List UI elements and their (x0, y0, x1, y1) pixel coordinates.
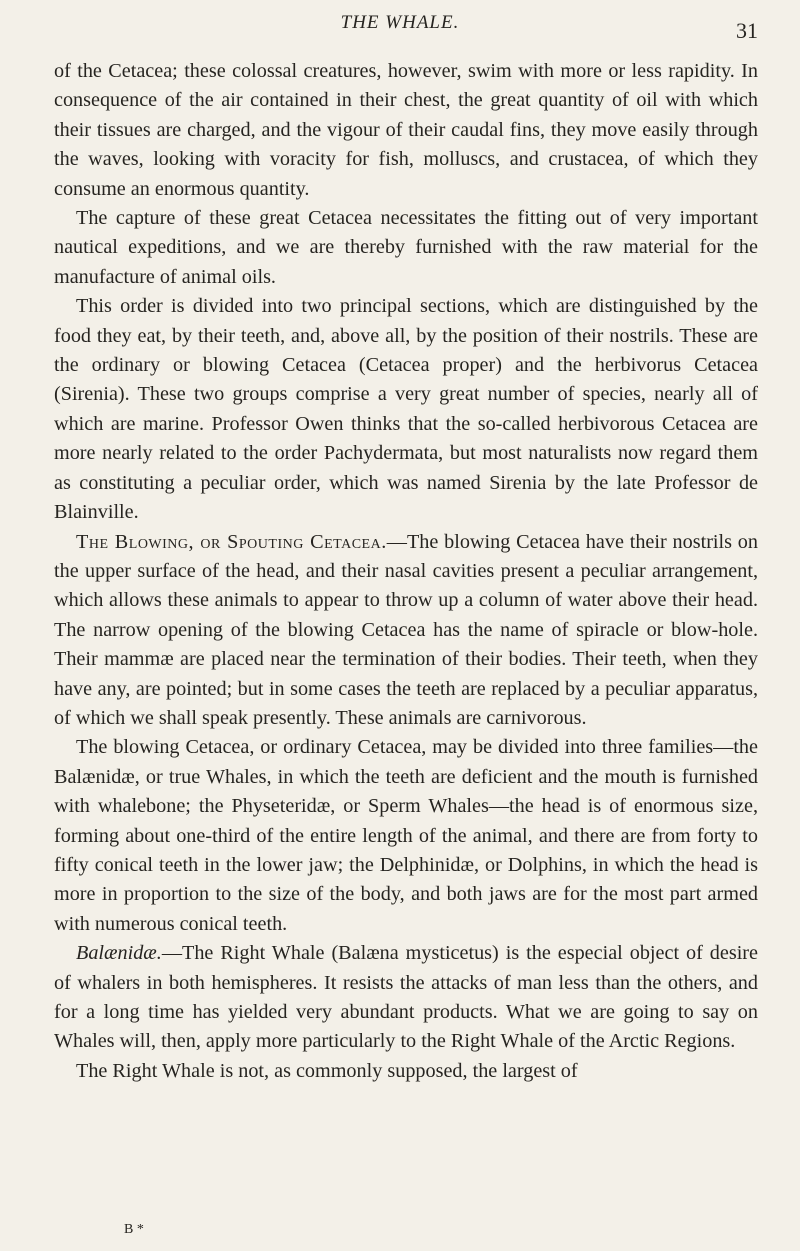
paragraph-1 (54, 57, 758, 204)
paragraph-2 (54, 204, 758, 292)
signature-mark: B * (124, 1222, 144, 1237)
paragraph-text: —The Right Whale (Balæna mysticetus) is the especial object of desire of whalers in both hemispheres. It resists the attacks of man less than the others, and for a long time has yielded very abundant products. What we are going to say on Whales will, then, apply more particularly to the Right Whale of the Arctic Regions. (54, 942, 758, 1053)
section-heading: Balænidæ. (76, 942, 162, 965)
paragraph-text: The Right Whale is not, as commonly supposed, the largest of (76, 1059, 578, 1082)
section-heading: The Blowing, or Spouting Cetacea. (76, 530, 387, 553)
paragraph-6 (54, 939, 758, 1057)
running-title: THE WHALE. (340, 12, 460, 33)
paragraph-text: of the Cetacea; these colossal creatures, however, swim with more or less rapidity. In consequence of the air contained in their chest, the great quantity of oil with which their tissues are charged, and the vigour of their caudal fins, they move easily through the waves, looking with voracity for fish, molluscs, and crustacea, of which they consume an enormous quantity. (54, 60, 758, 200)
paragraph-4 (54, 528, 758, 734)
running-head (0, 8, 800, 42)
paragraph-7 (54, 1057, 758, 1086)
body-text (54, 57, 758, 1086)
paragraph-text: This order is divided into two principal sections, which are distinguished by the food they eat, by their teeth, and, above all, by the position of their nostrils. These are the ordinary or blowing Cetacea (Cetacea proper) and the herbivorus Cetacea (Sirenia). These two groups comprise a very great number of species, nearly all of which are marine. Professor Owen thinks that the so-called herbivorous Cetacea are more nearly related to the order Pachydermata, but most naturalists now regard them as constituting a peculiar order, which was named Sirenia by the late Professor de Blainville. (54, 295, 758, 524)
page-number: 31 (736, 18, 758, 43)
paragraph-3 (54, 292, 758, 527)
paragraph-text: The capture of these great Cetacea necessitates the fitting out of very important nautical expeditions, and we are thereby furnished with the raw material for the manufacture of animal oils. (54, 207, 758, 288)
paragraph-5 (54, 733, 758, 939)
paragraph-text: The blowing Cetacea, or ordinary Cetacea, may be divided into three families—the Balænidæ, or true Whales, in which the teeth are deficient and the mouth is furnished with whalebone; the Physeteridæ, or Sperm Whales—the head is of enormous size, forming about one-third of the entire length of the animal, and there are from forty to fifty conical teeth in the lower jaw; the Delphinidæ, or Dolphins, in which the head is more in proportion to the size of the body, and both jaws are for the most part armed with numerous conical teeth. (54, 736, 758, 935)
paragraph-text: —The blowing Cetacea have their nostrils on the upper surface of the head, and their nasal cavities present a peculiar arrangement, which allows these animals to appear to throw up a column of water above their head. The narrow opening of the blowing Cetacea has the name of spiracle or blow-hole. Their mammæ are placed near the termination of their bodies. Their teeth, when they have any, are pointed; but in some cases the teeth are replaced by a peculiar apparatus, of which we shall speak presently. These animals are carnivorous. (54, 530, 758, 729)
